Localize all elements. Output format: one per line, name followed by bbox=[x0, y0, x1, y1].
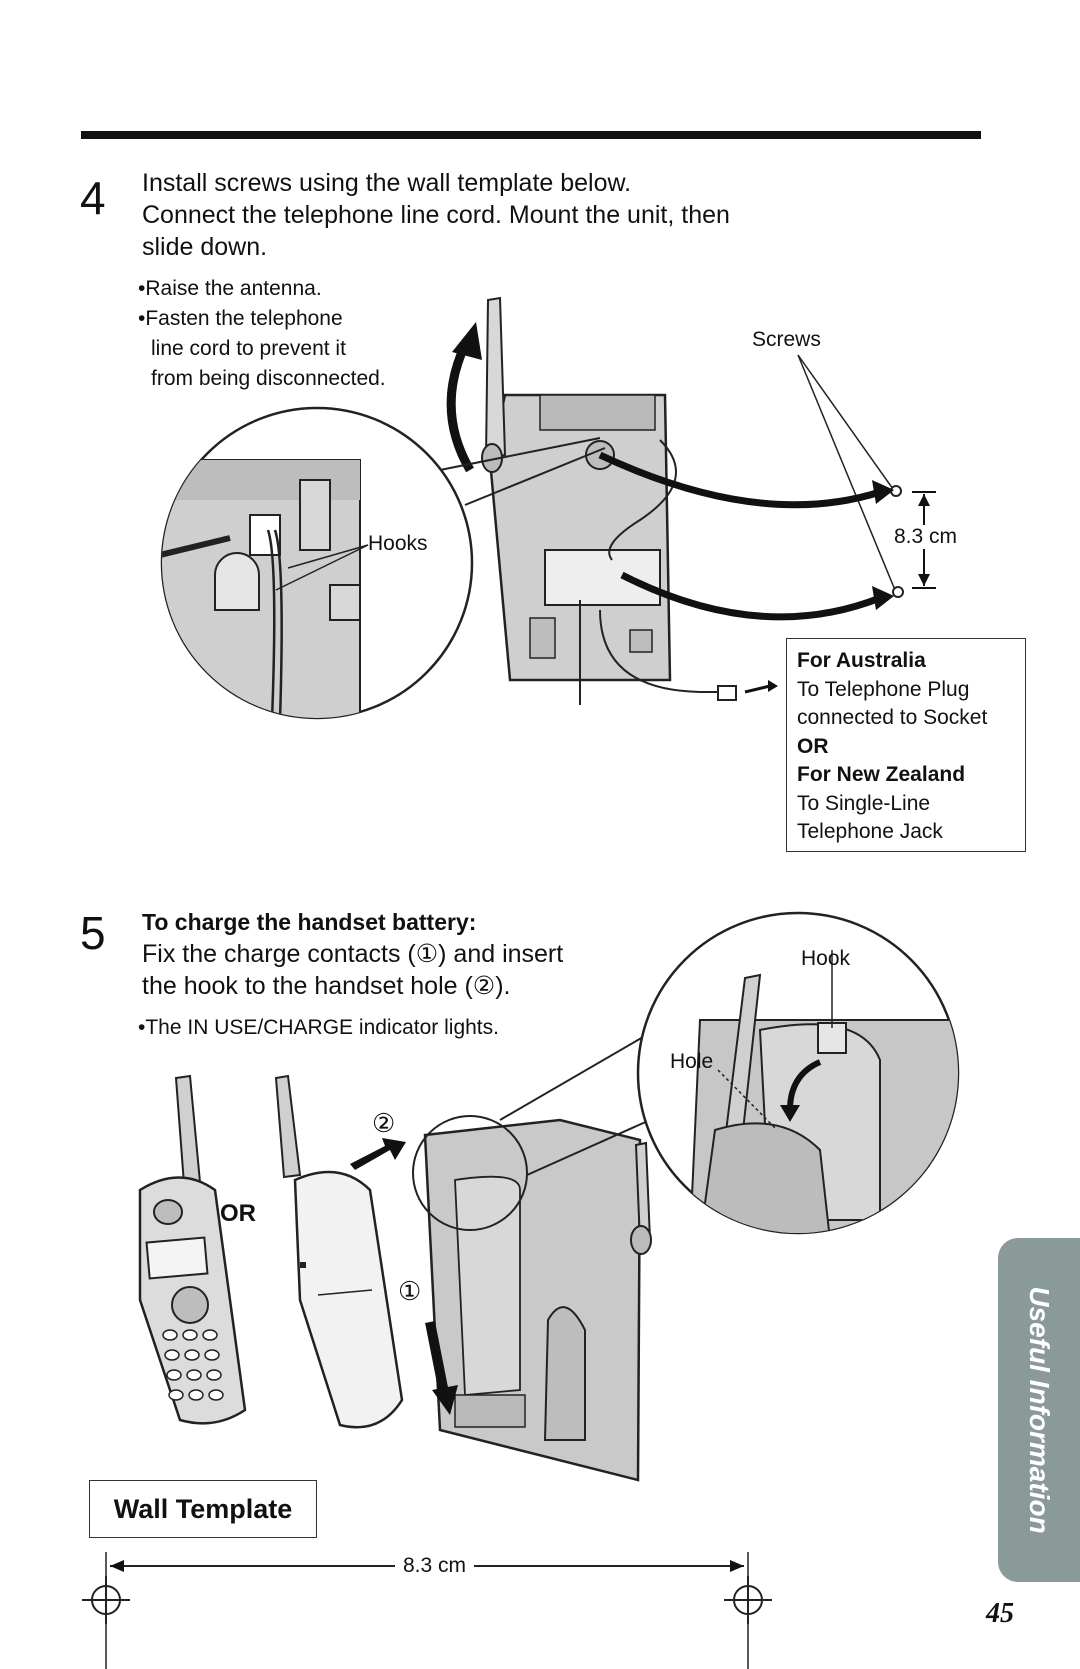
note-text: To Telephone Plug bbox=[797, 677, 970, 701]
template-distance-label: 8.3 cm bbox=[395, 1554, 474, 1578]
hook-label: Hook bbox=[801, 947, 851, 970]
bullet-item: •Raise the antenna. bbox=[138, 277, 322, 300]
marker-2: ② bbox=[372, 1108, 396, 1138]
bullet-item: •Fasten the telephone bbox=[138, 307, 343, 330]
step-4-line: slide down. bbox=[142, 233, 268, 261]
note-text: connected to Socket bbox=[797, 706, 988, 729]
note-title-new-zealand: For New Zealand bbox=[797, 763, 966, 786]
distance-label: 8.3 cm bbox=[894, 525, 958, 548]
marker-1: ① bbox=[398, 1276, 422, 1306]
step-4-line: Connect the telephone line cord. Mount the unit, then bbox=[142, 201, 730, 229]
step-5-heading: To charge the handset battery: bbox=[142, 909, 477, 935]
step-4-line: Install screws using the wall template below. bbox=[142, 169, 632, 197]
step-5-line: Fix the charge contacts (①) and insert bbox=[142, 940, 564, 968]
note-text: Telephone Jack bbox=[797, 820, 943, 843]
screw-position-crosshair bbox=[724, 1576, 772, 1624]
note-text: To Single-Line bbox=[797, 791, 931, 815]
note-title-australia: For Australia bbox=[797, 649, 926, 672]
section-tab-label: Useful Information bbox=[1024, 1286, 1055, 1534]
bullet-item: line cord to prevent it bbox=[151, 337, 346, 360]
step-5-number: 5 bbox=[80, 907, 106, 959]
step-5-bullet: •The IN USE/CHARGE indicator lights. bbox=[138, 1016, 499, 1039]
hole-label: Hole bbox=[670, 1050, 714, 1073]
hooks-label: Hooks bbox=[368, 532, 428, 555]
step-4-number: 4 bbox=[80, 172, 106, 224]
page-number: 45 bbox=[986, 1598, 1014, 1629]
wall-template-title: Wall Template bbox=[89, 1480, 317, 1538]
note-or: OR bbox=[797, 734, 829, 758]
section-tab bbox=[998, 1238, 1080, 1582]
bullet-item: from being disconnected. bbox=[151, 367, 386, 390]
step-5-line: the hook to the handset hole (②). bbox=[142, 972, 511, 1000]
screws-label: Screws bbox=[752, 328, 821, 351]
or-label: OR bbox=[220, 1200, 256, 1227]
screw-position-crosshair bbox=[82, 1576, 130, 1624]
